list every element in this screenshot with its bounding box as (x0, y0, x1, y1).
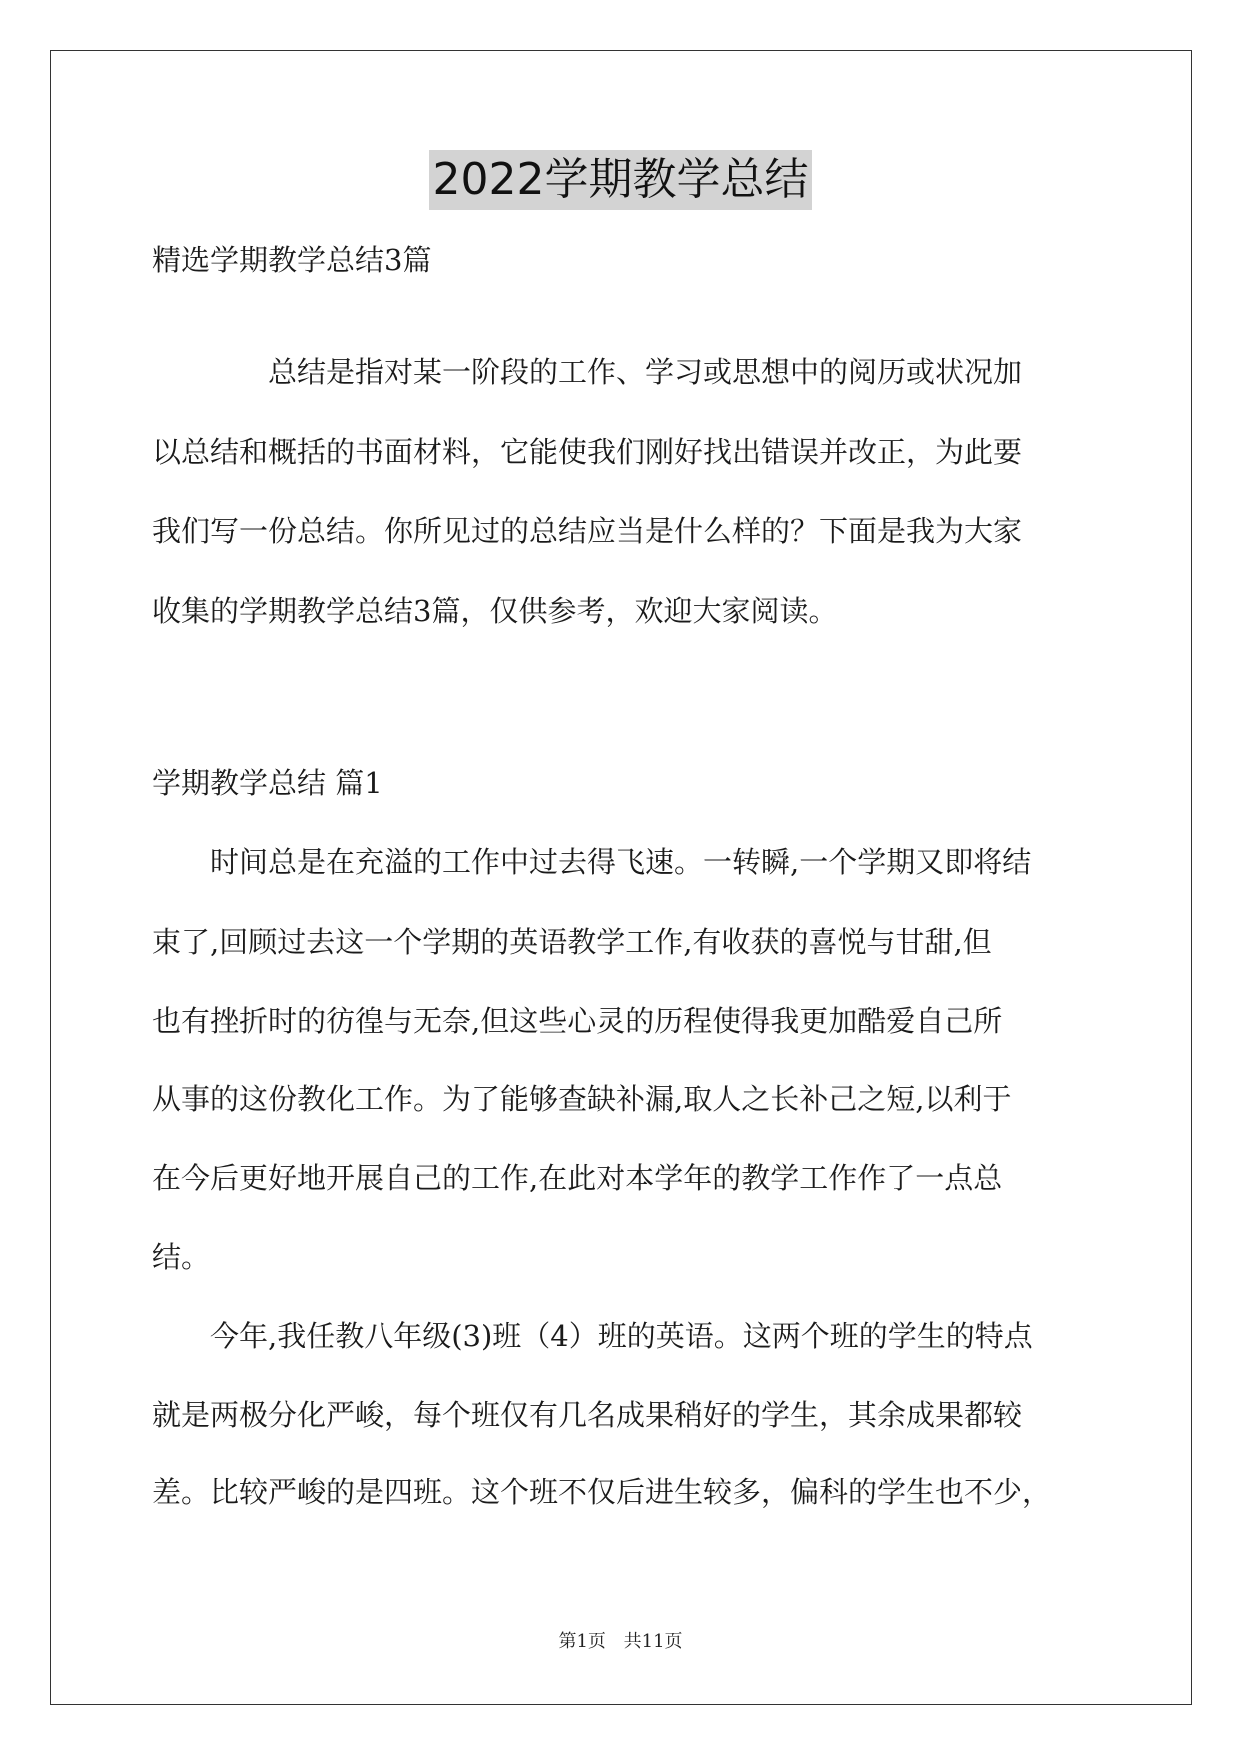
paragraph-line: 时间总是在充溢的工作中过去得飞速。一转瞬,一个学期又即将结 (152, 845, 1032, 879)
page-footer (0, 1630, 1241, 1654)
paragraph-line: 在今后更好地开展自己的工作,在此对本学年的教学工作作了一点总 (152, 1161, 1003, 1195)
title-wrap (0, 150, 1241, 210)
document-title: 2022学期教学总结 (429, 150, 813, 210)
paragraph-line: 也有挫折时的彷徨与无奈,但这些心灵的历程使得我更加酷爱自己所 (152, 1004, 1003, 1038)
paragraph-line: 结。 (152, 1240, 211, 1274)
paragraph-line: 收集的学期教学总结3篇，仅供参考，欢迎大家阅读。 (152, 594, 838, 628)
page-number: 第1页 (558, 1631, 606, 1652)
paragraph-line: 从事的这份教化工作。为了能够查缺补漏,取人之长补己之短,以利于 (152, 1082, 1012, 1116)
paragraph-line: 以总结和概括的书面材料，它能使我们刚好找出错误并改正，为此要 (152, 435, 1023, 469)
paragraph-line: 束了,回顾过去这一个学期的英语教学工作,有收获的喜悦与甘甜,但 (152, 925, 992, 959)
paragraph-line: 我们写一份总结。你所见过的总结应当是什么样的？下面是我为大家 (152, 514, 1023, 548)
paragraph-line: 差。比较严峻的是四班。这个班不仅后进生较多，偏科的学生也不少， (152, 1475, 1052, 1509)
subtitle-line: 精选学期教学总结3篇 (152, 243, 432, 277)
paragraph-line: 总结是指对某一阶段的工作、学习或思想中的阅历或状况加 (152, 355, 1023, 389)
paragraph-line: 就是两极分化严峻，每个班仅有几名成果稍好的学生，其余成果都较 (152, 1398, 1023, 1432)
paragraph-line: 今年,我任教八年级(3)班（4）班的英语。这两个班的学生的特点 (152, 1319, 1033, 1353)
section-heading: 学期教学总结 篇1 (152, 766, 383, 800)
page-total: 共11页 (623, 1631, 683, 1652)
